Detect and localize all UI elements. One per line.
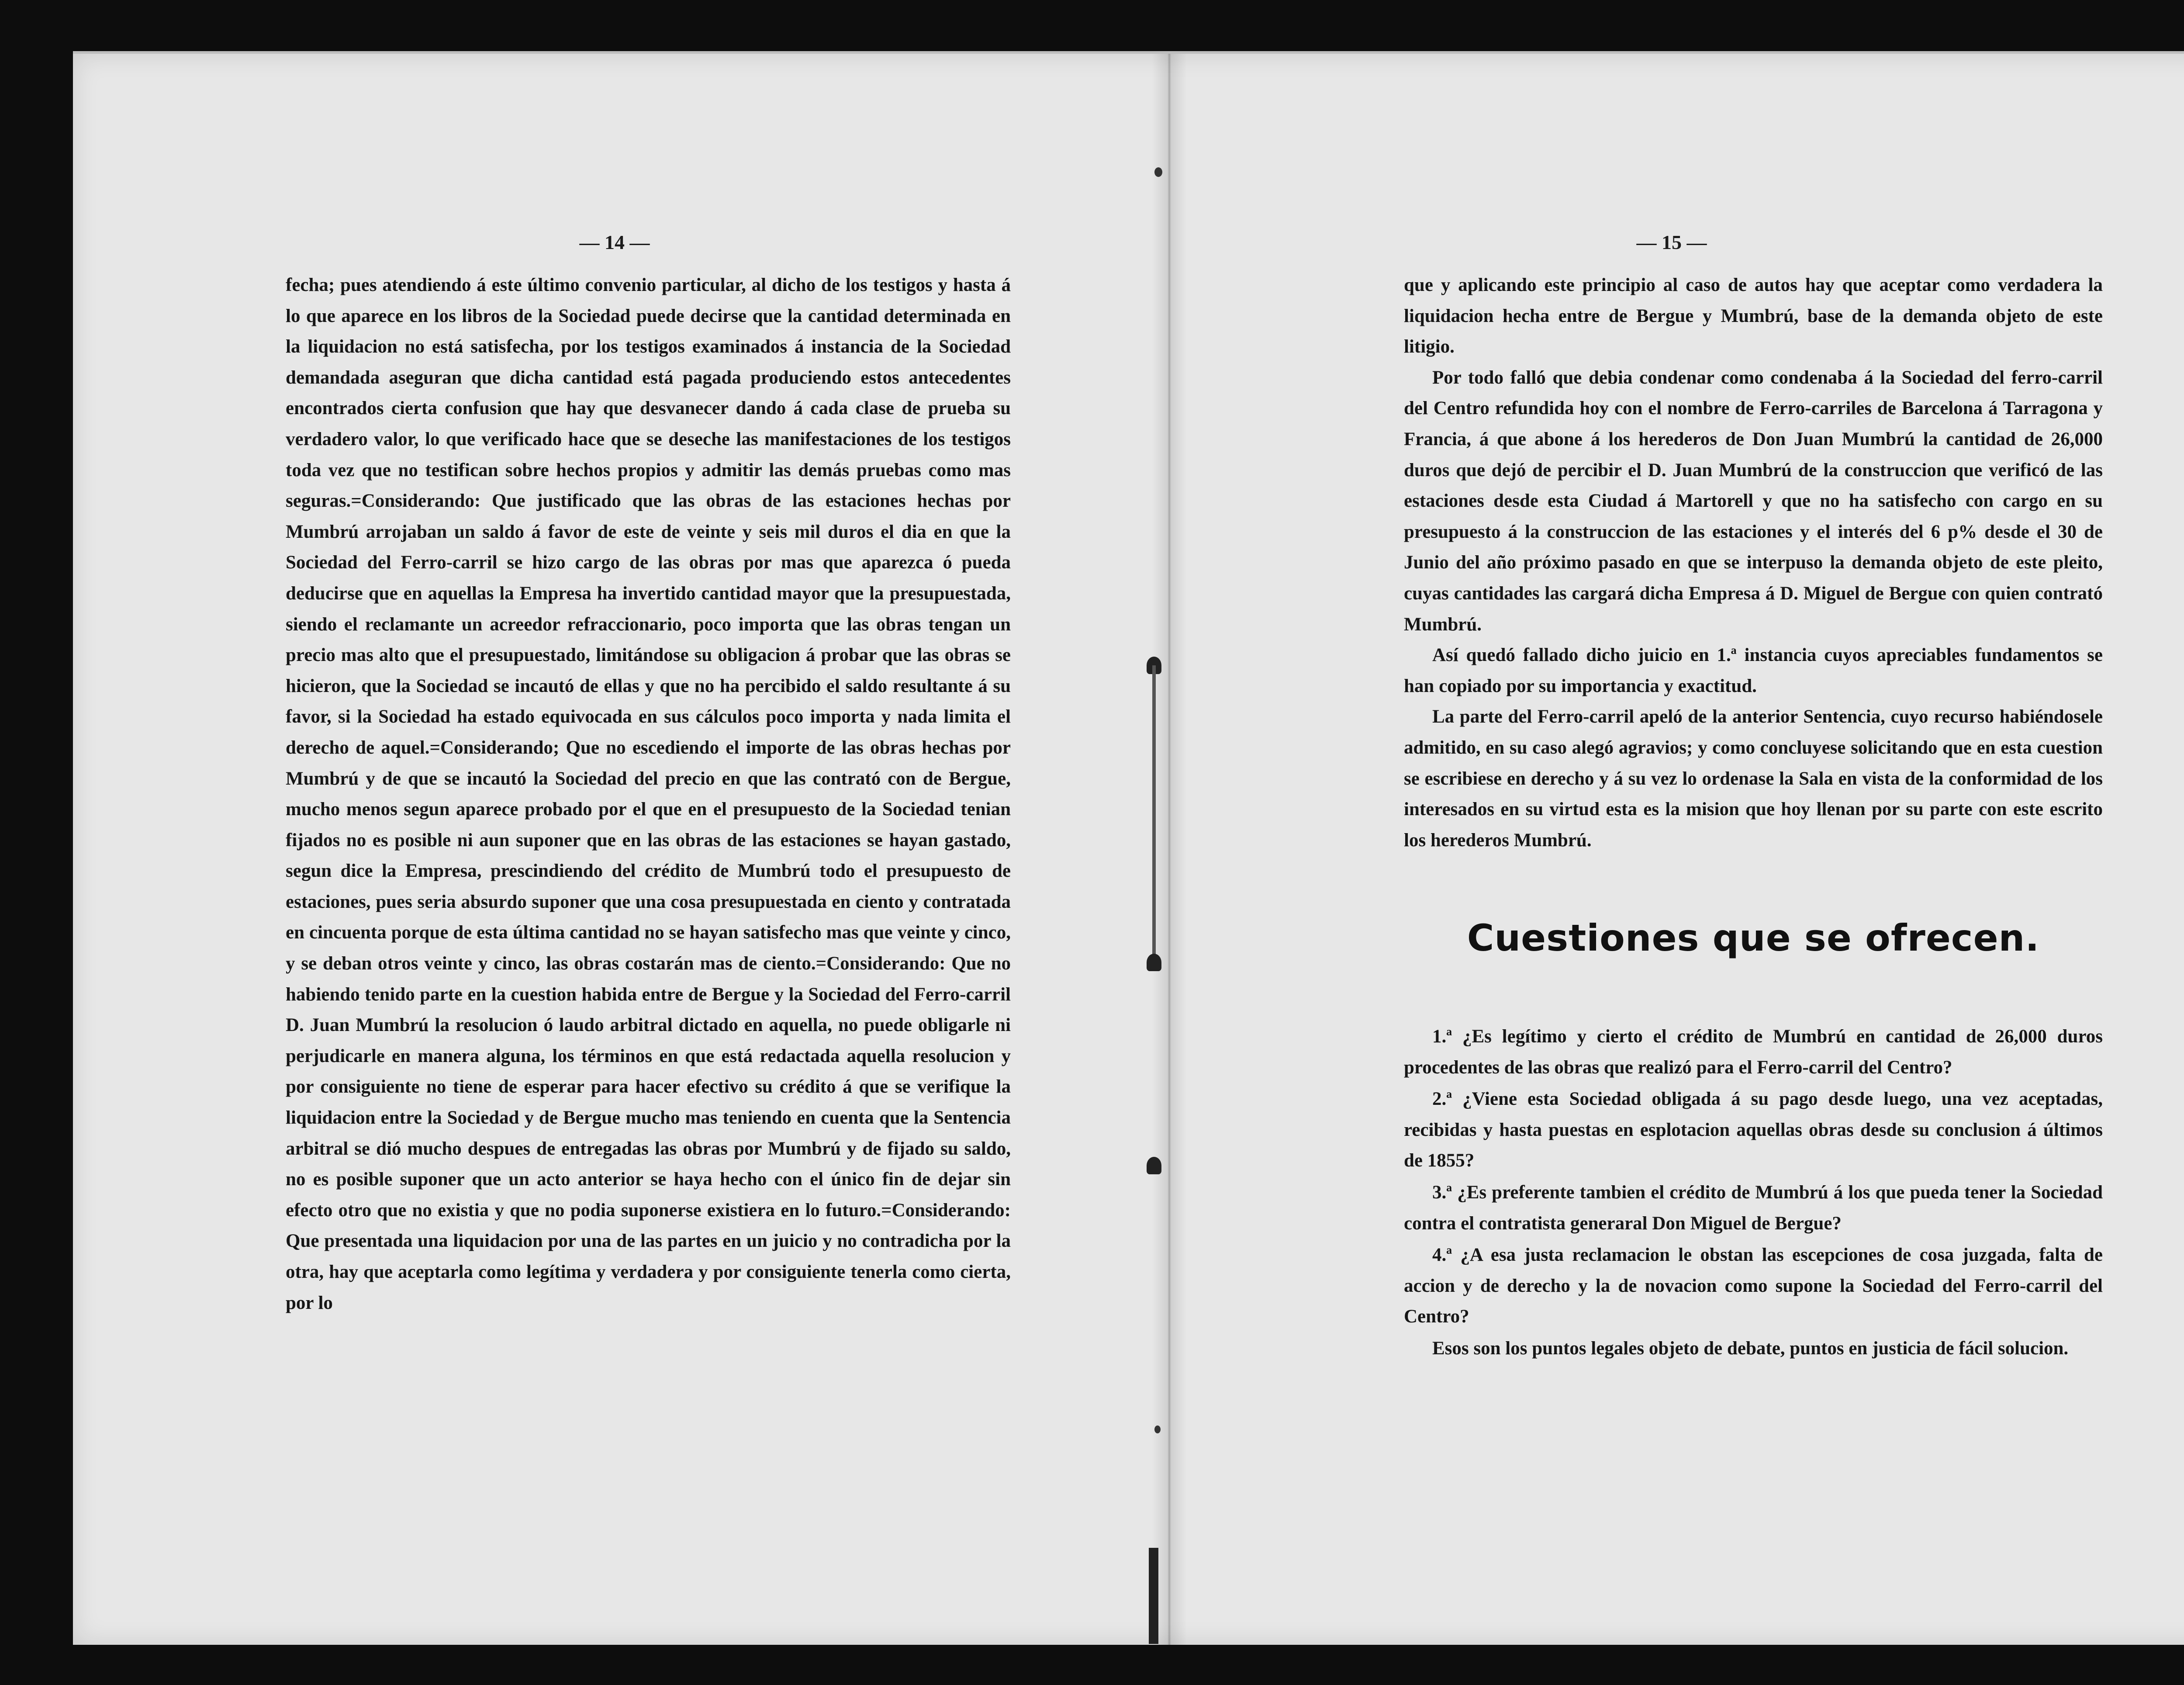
paragraph: que y aplicando este principio al caso de autos hay que aceptar como verdadera la liquidacion hecha entre de Bergue y Mumbrú, base de la demanda objeto de este litigio. (1404, 275, 2103, 357)
paragraph: Así quedó fallado dicho juicio en 1.ª instancia cuyos apreciables fundamentos se han copiado por su importancia y exactitud. (1404, 645, 2103, 696)
question-item: 2.ª ¿Viene esta Sociedad obligada á su pago desde luego, una vez aceptadas, recibidas y hasta puestas en esplotacion aquellas obras desde su conclusion á últimos de 1855? (1404, 1089, 2103, 1171)
right-page-text (1404, 270, 2103, 856)
paragraph: Por todo falló que debia condenar como condenaba á la Sociedad del ferro-carril del Centro refundida hoy con el nombre de Ferro-carriles de Barcelona á Tarragona y Francia, á que abone á los herederos de Don Juan Mumbrú la cantidad de 26,000 duros que dejó de percibir el D. Juan Mumbrú de la construccion que verificó de las estaciones desde esta Ciudad á Martorell y que no ha satisfecho con cargo en su presupuesto á la construccion de las estaciones y el interés del 6 p% desde el 30 de Junio del año próximo pasado en que se interpuso la demanda objeto de este pleito, cuyas cantidades las cargará dicha Empresa á D. Miguel de Bergue con quien contrató Mumbrú. (1404, 367, 2103, 635)
ink-speck (1154, 167, 1162, 177)
page-number: — 14 — (579, 231, 650, 253)
question-item: 1.ª ¿Es legítimo y cierto el crédito de Mumbrú en cantidad de 26,000 duros procedentes de las obras que realizó para el Ferro-carril del Centro? (1404, 1026, 2103, 1078)
binding-mark (1147, 1157, 1161, 1174)
binding-thread (1152, 665, 1156, 962)
binding-spine-shadow (1149, 1548, 1158, 1644)
left-page-text (286, 270, 1011, 1318)
question-item: 4.ª ¿A esa justa reclamacion le obstan las escepciones de cosa juzgada, falta de accion y de derecho y la de novacion como supone la Sociedad del Ferro-carril del Centro? (1404, 1245, 2103, 1327)
section-heading: Cuestiones que se ofrecen. (1467, 917, 2040, 959)
book-spread (73, 51, 2184, 1645)
questions-list (1404, 1021, 2103, 1365)
ink-speck (1154, 1426, 1161, 1433)
page-number: — 15 — (1636, 231, 1707, 253)
paragraph: fecha; pues atendiendo á este último convenio particular, al dicho de los testigos y hasta á lo que aparece en los libros de la Sociedad puede decirse que la cantidad determinada en la liquidacion no está satisfecha, por los testigos examinados á instancia de la Sociedad demandada aseguran que dicha cantidad está pagada produciendo estos antecedentes encontrados cierta confusion que hay que desvanecer dando á cada clase de prueba su verdadero valor, lo que verificado hace que se deseche las manifestaciones de los testigos toda vez que no testifican sobre hechos propios y admitir las demás pruebas como mas seguras.=Considerando: Que justificado que las obras de las estaciones hechas por Mumbrú arrojaban un saldo á favor de este de veinte y seis mil duros el dia en que la Sociedad del Ferro-carril se hizo cargo de las obras por mas que aparezca ó pueda deducirse que en aquellas la Empresa ha invertido cantidad mayor que la presupuestada, siendo el reclamante un acreedor refraccionario, poco importa que las obras tengan un precio mas alto que el presupuestado, limitándose su obligacion á probar que las obras se hicieron, que la Sociedad se incautó de ellas y que no ha percibido el saldo resultante á su favor, si la Sociedad ha estado equivocada en sus cálculos poco importa y nada limita el derecho de aquel.=Considerando; Que no escediendo el importe de las obras hechas por Mumbrú y de que se incautó la Sociedad del precio en que las contrató con de Bergue, mucho menos segun aparece probado por el que en el presupuesto de la Sociedad tenian fijados no es posible ni aun suponer que en las obras de las estaciones se hayan gastado, segun dice la Empresa, prescindiendo del crédito de Mumbrú todo el presupuesto de estaciones, pues seria absurdo suponer que una cosa presupuestada en ciento y contratada en cincuenta porque de esta última cantidad no se hayan satisfecho mas que veinte y cinco, y se deban otros veinte y cinco, las obras costarán mas de ciento.=Considerando: Que no habiendo tenido parte en la cuestion habida entre de Bergue y la Sociedad del Ferro-carril D. Juan Mumbrú la resolucion ó laudo arbitral dictado en aquella, no puede obligarle ni perjudicarle en manera alguna, los términos en que está redactada aquella resolucion y por consiguiente no tiene de esperar para hacer efectivo su crédito á que se verifique la liquidacion entre la Sociedad y de Bergue mucho mas teniendo en cuenta que la Sentencia arbitral se dió mucho despues de entregadas las obras por Mumbrú y de fijado su saldo, no es posible suponer que un acto anterior se haya hecho con el único fin de dejar sin efecto otro que no existia y que no podia suponerse existiera en lo futuro.=Considerando: Que presentada una liquidacion por una de las partes en un juicio y no contradicha por la otra, hay que aceptarla como legítima y verdadera y por consiguiente tenerla como cierta, por lo (286, 275, 1011, 1313)
right-page (1169, 54, 2184, 1645)
paragraph: La parte del Ferro-carril apeló de la anterior Sentencia, cuyo recurso habiéndosele admitido, en su caso alegó agravios; y como concluyese solicitando que en esta cuestion se escribiese en derecho y á su vez lo ordenase la Sala en vista de la conformidad de los interesados en su virtud esta es la mision que hoy llenan por su parte con este escrito los herederos Mumbrú. (1404, 706, 2103, 851)
closing-line: Esos son los puntos legales objeto de debate, puntos en justicia de fácil solucion. (1432, 1338, 2069, 1359)
left-page (73, 54, 1169, 1645)
binding-staple-bottom (1147, 954, 1161, 971)
question-item: 3.ª ¿Es preferente tambien el crédito de Mumbrú á los que pueda tener la Sociedad contra el contratista generaral Don Miguel de Bergue? (1404, 1182, 2103, 1234)
